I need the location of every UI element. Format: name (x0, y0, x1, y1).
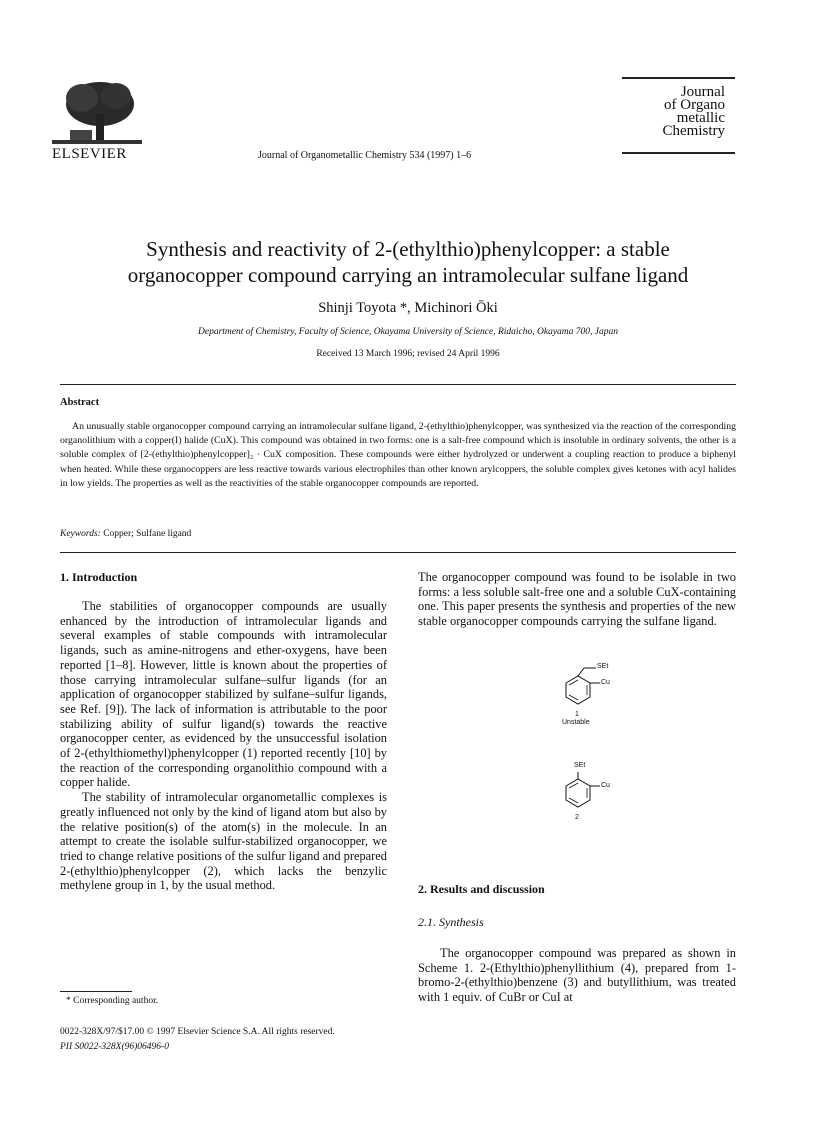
abstract-top-rule (60, 384, 736, 385)
right-column-intro (418, 570, 736, 629)
footnote-rule (60, 991, 132, 992)
elsevier-logo (52, 78, 142, 150)
keywords (60, 529, 191, 539)
structure-2-set-label: SEt (574, 762, 586, 769)
structure-2-number: 2 (575, 814, 579, 821)
authors: Shinji Toyota *, Michinori Ōki (318, 300, 498, 316)
subsection-2-1-heading: 2.1. Synthesis (418, 915, 484, 929)
section-2-heading: 2. Results and discussion (418, 882, 545, 896)
keywords-value: Copper; Sulfane ligand (103, 529, 192, 539)
article-title (60, 236, 756, 288)
structure-2-cu-label: Cu (601, 782, 610, 789)
structure-1-benzene-icon (548, 665, 628, 717)
intro-paragraph-1: The stabilities of organocopper compounds are usually enhanced by the introduction of intramolecular ligands and several examples of stable compounds with intramolecular ligands, such as amine-nitrogens and ether-oxygens, have been reported [1–8]. However, little is known about the properties of those carrying intramolecular sulfane–sulfur ligands (for an application of organocopper stabilized by sulfane–sulfur ligands, see Ref. [9]). The lack of information is attributable to the poor stabilizing ability of sulfur ligand(s) towards the reactive organocopper center, as evidenced by the unsuccessful isolation of 2-(ethylthiomethyl)phenylcopper (1) reported recently [10] by the reaction of the corresponding organolithio compound with a copper halide. (60, 599, 387, 790)
journal-box-bottom-rule (622, 152, 735, 154)
journal-box (622, 86, 725, 138)
structure-1-set-label: SEt (597, 663, 609, 670)
title-line-1: Synthesis and reactivity of 2-(ethylthio)phenylcopper: a stable (146, 237, 670, 261)
footnote: * Corresponding author. (66, 996, 159, 1006)
synthesis-paragraph-1: The organocopper compound was prepared as shown in Scheme 1. 2-(Ethylthio)phenyllithium (4), prepared from 1-bromo-2-(ethylthio)benzene (3) and butyllithium, was treated with 1 equiv. of CuBr or CuI at (418, 946, 736, 1005)
pii-line: PII S0022-328X(96)06496-0 (60, 1042, 169, 1052)
structure-2-benzene-icon (548, 768, 628, 820)
journal-box-line-1: Journal (680, 84, 725, 100)
structure-1-cu-label: Cu (601, 679, 610, 686)
received-dates: Received 13 March 1996; revised 24 April 1996 (316, 349, 500, 359)
publisher-name: ELSEVIER (52, 146, 127, 162)
structure-1-number: 1 (575, 711, 579, 718)
left-column-body (60, 599, 387, 893)
abstract-heading: Abstract (60, 397, 100, 408)
elsevier-tree-icon (52, 78, 142, 150)
abstract-text: An unusually stable organocopper compound carrying an intramolecular sulfane ligand, 2-(ethylthio)phenylcopper, was synthesized via the reaction of the corresponding organolithium with a copper(I) halide (CuX). This compound was obtained in two forms: one is a salt-free compound which is insoluble in ordinary solvents, the other is a soluble complex of [2-(ethylthio)phenylcopper]₂ · CuX composition. These compounds were either hydrolyzed or underwent a coupling reaction to produce a biphenyl when heated. While these organocoppers are less reactive towards various electrophiles than other known arylcoppers, the soluble complex gives ketones with acyl halides in low yields. The properties as well as the reactivities of the stable organocopper compounds are reported. (60, 421, 736, 489)
title-line-2: organocopper compound carrying an intramolecular sulfane ligand (127, 263, 689, 287)
journal-box-line-3: metallic (676, 110, 725, 126)
journal-box-line-4: Chemistry (662, 123, 725, 139)
copyright-line: 0022-328X/97/$17.00 © 1997 Elsevier Science S.A. All rights reserved. (60, 1027, 335, 1037)
structure-1 (548, 665, 628, 740)
keywords-label: Keywords: (60, 529, 101, 539)
journal-citation: Journal of Organometallic Chemistry 534 (1997) 1–6 (258, 150, 472, 161)
affiliation: Department of Chemistry, Faculty of Science, Okayama University of Science, Ridaicho, Okayama 700, Japan (198, 327, 618, 337)
journal-box-top-rule (622, 77, 735, 79)
structure-1-status: Unstable (562, 719, 590, 726)
intro-paragraph-2: The stability of intramolecular organometallic complexes is greatly influenced not only by the kind of ligand atom but also by the relative position(s) of the atom(s) in the molecule. In an attempt to create the isolable sulfur-stabilized organocopper, we tried to change relative positions of the sulfur ligand and prepared 2-(ethylthio)phenylcopper (2), which lacks the benzylic methylene group in 1, by the usual method. (60, 790, 387, 893)
intro-paragraph-3: The organocopper compound was found to be isolable in two forms: a less soluble salt-free one and a soluble CuX-containing one. This paper presents the synthesis and properties of the new stable organocopper compounds carrying the sulfane ligand. (418, 570, 736, 629)
abstract-bottom-rule (60, 552, 736, 553)
synthesis-body (418, 946, 736, 1005)
structure-2 (548, 762, 628, 828)
journal-box-line-2: of Organo (664, 97, 725, 113)
section-1-heading: 1. Introduction (60, 570, 138, 584)
